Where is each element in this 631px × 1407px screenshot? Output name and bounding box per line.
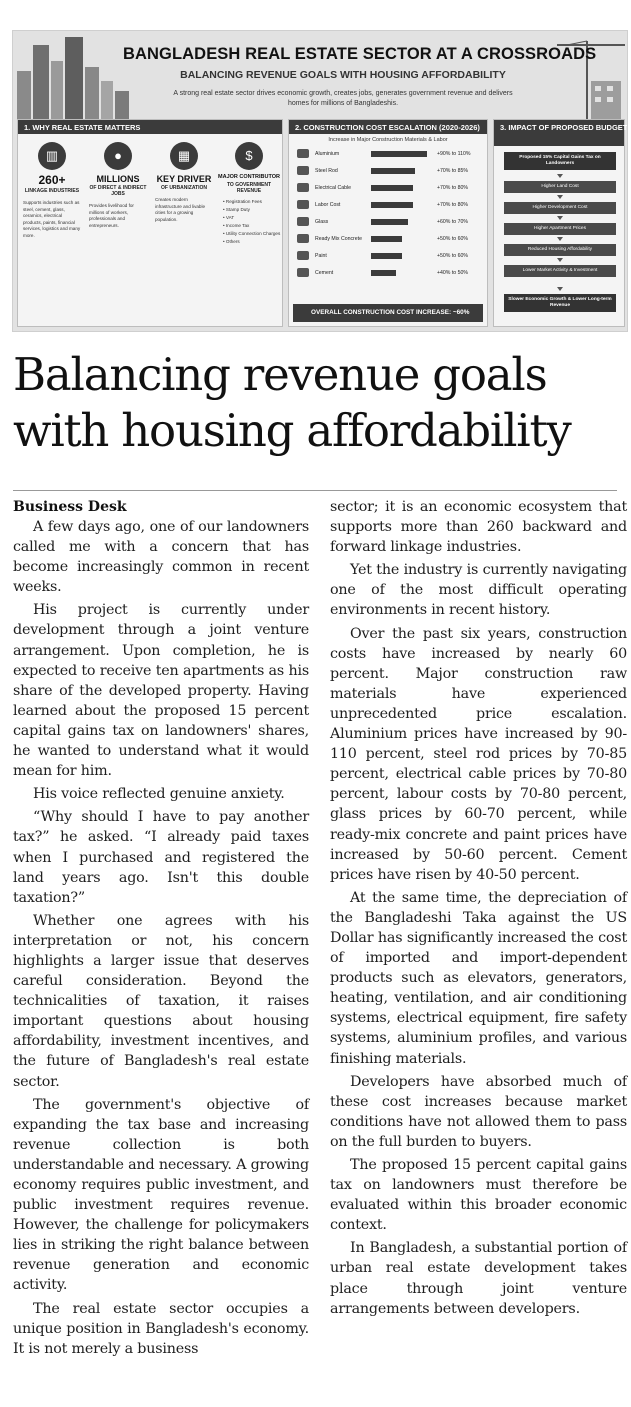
cost-row bbox=[289, 231, 487, 248]
overall-cost-footer: OVERALL CONSTRUCTION COST INCREASE: ~60% bbox=[293, 304, 483, 322]
material-name: Cement bbox=[315, 270, 334, 276]
linkage-column bbox=[20, 138, 84, 239]
revenue-item: • VAT bbox=[223, 214, 281, 222]
cost-bar bbox=[371, 151, 427, 157]
paragraph: Over the past six years, construction costs have increased by nearly 60 percent. Major construction raw materials have experienced unprecedented price escalation. Aluminium prices have increased by 90-110 percent, steel rod prices by 70-85 percent, electrical cable prices by 70-80 percent, labour costs by 70-80 percent, glass prices by 60-70 percent, while ready-mix concrete and paint prices have increased by 50-60 percent. Cement prices have risen by 40-50 percent. bbox=[330, 625, 627, 883]
skyline-illustration bbox=[13, 31, 133, 121]
paragraph: The proposed 15 percent capital gains tax on landowners must therefore be evaluated within this broader economic context. bbox=[330, 1157, 627, 1234]
impact-step: Higher Apartment Prices bbox=[504, 223, 616, 235]
cost-range: +90% to 110% bbox=[437, 151, 471, 157]
paragraph: The real estate sector occupies a unique position in Bangladesh's economy. It is not merely a business bbox=[13, 1300, 309, 1357]
infographic bbox=[12, 30, 628, 332]
jobs-text: Provides livelihood for millions of workers, professionals and entrepreneurs. bbox=[89, 203, 134, 228]
down-arrow-icon bbox=[557, 174, 563, 178]
panel-heading: 3. IMPACT OF PROPOSED BUDGET bbox=[494, 120, 624, 146]
article-column-1 bbox=[13, 497, 309, 1362]
revenue-column bbox=[217, 138, 281, 246]
linkage-text: Supports industries such as steel, cement, glass, ceramics, electrical products, paints, financial services, logistics and many more. bbox=[23, 200, 81, 238]
cost-row bbox=[289, 180, 487, 197]
material-icon bbox=[297, 234, 309, 243]
cost-range: +70% to 80% bbox=[437, 185, 469, 191]
revenue-item: • Stamp Duty bbox=[223, 206, 281, 214]
panel-why-real-estate bbox=[17, 119, 283, 327]
cost-range: +60% to 70% bbox=[437, 219, 469, 225]
material-name: Electrical Cable bbox=[315, 185, 352, 191]
urbanization-label: OF URBANIZATION bbox=[160, 185, 207, 191]
revenue-value: MAJOR CONTRIBUTOR bbox=[218, 174, 280, 180]
jobs-value: MILLIONS bbox=[96, 174, 140, 184]
revenue-item: • Utility Connection Charges bbox=[223, 230, 281, 238]
revenue-item: • Income Tax bbox=[223, 222, 281, 230]
cost-range: +70% to 80% bbox=[437, 202, 469, 208]
cost-bar bbox=[371, 270, 396, 276]
paragraph: The government's objective of expanding the tax base and increasing revenue collection is both understandable and necessary. A growing economy requires public investment, and public investment requires revenue. However, the challenge for policymakers lies in striking the right balance between revenue generation and economic activity. bbox=[13, 1096, 309, 1294]
cost-range: +50% to 60% bbox=[437, 253, 469, 259]
impact-step: Reduced Housing Affordability bbox=[504, 244, 616, 256]
paragraph: Developers have absorbed much of these cost increases because market conditions have not allowed them to pass on the full burden to buyers. bbox=[330, 1073, 627, 1150]
down-arrow-icon bbox=[557, 216, 563, 220]
paragraph: “Why should I have to pay another tax?” he asked. “I already paid taxes when I purchased and registered the land years ago. Isn't this double taxation?” bbox=[13, 809, 309, 906]
article-column-2 bbox=[330, 497, 627, 1322]
down-arrow-icon bbox=[557, 195, 563, 199]
cost-range: +70% to 85% bbox=[437, 168, 469, 174]
down-arrow-icon bbox=[557, 237, 563, 241]
down-arrow-icon bbox=[557, 258, 563, 262]
cost-bar bbox=[371, 202, 413, 208]
material-name: Paint bbox=[315, 253, 327, 259]
jobs-label: OF DIRECT & INDIRECT JOBS bbox=[89, 185, 147, 197]
material-icon bbox=[297, 217, 309, 226]
factory-icon: ▥ bbox=[38, 142, 66, 170]
paragraph: His project is currently under development through a joint venture arrangement. Upon completion, he is expected to receive ten apartments as his share of the developed property. Having learned about the proposed 15 percent capital gains tax on landowners' shares, he wanted to understand what it would mean for him. bbox=[13, 602, 309, 780]
paragraph: His voice reflected genuine anxiety. bbox=[33, 786, 285, 803]
paragraph: In Bangladesh, a substantial portion of urban real estate development takes place through joint venture arrangements between developers. bbox=[330, 1240, 627, 1317]
cost-row bbox=[289, 265, 487, 282]
panel-heading: 1. WHY REAL ESTATE MATTERS bbox=[18, 120, 282, 134]
material-name: Glass bbox=[315, 219, 329, 225]
revenue-item: • Registration Fees bbox=[223, 198, 281, 206]
material-icon bbox=[297, 183, 309, 192]
cost-bar bbox=[371, 168, 415, 174]
impact-step: Higher Land Cost bbox=[504, 181, 616, 193]
divider bbox=[13, 490, 617, 491]
material-icon bbox=[297, 166, 309, 175]
money-icon: $ bbox=[235, 142, 263, 170]
revenue-label: TO GOVERNMENT REVENUE bbox=[226, 182, 272, 194]
revenue-item: • Others bbox=[223, 238, 281, 246]
infographic-subtitle: BALANCING REVENUE GOALS WITH HOUSING AFFORDABILITY bbox=[180, 69, 506, 81]
cost-row bbox=[289, 248, 487, 265]
people-icon: ● bbox=[104, 142, 132, 170]
urbanization-text: Creates modern infrastructure and livable cities for a growing population. bbox=[155, 197, 206, 222]
material-icon bbox=[297, 251, 309, 260]
impact-step: Lower Market Activity & Investment bbox=[504, 265, 616, 277]
cost-row bbox=[289, 197, 487, 214]
panel-cost-escalation bbox=[288, 119, 488, 327]
panel-budget-impact bbox=[493, 119, 628, 327]
paragraph: Yet the industry is currently navigating one of the most difficult operating environments in recent history. bbox=[330, 562, 627, 619]
cost-range: +40% to 50% bbox=[437, 270, 469, 276]
building-icon: ▦ bbox=[170, 142, 198, 170]
infographic-title: BANGLADESH REAL ESTATE SECTOR AT A CROSSROADS bbox=[123, 45, 597, 63]
panel-subheading: Increase in Major Construction Materials & Labor bbox=[328, 137, 448, 143]
paragraph: Whether one agrees with his interpretation or not, his concern highlights a larger issue that deserves careful consideration. Beyond the technicalities of taxation, it raises important questions about housing affordability, investment incentives, and the future of Bangladesh's real estate sector. bbox=[13, 912, 309, 1090]
paragraph: A few days ago, one of our landowners called me with a concern that has become increasingly common in recent weeks. bbox=[13, 519, 309, 596]
linkage-label: LINKAGE INDUSTRIES bbox=[24, 188, 80, 194]
paragraph: sector; it is an economic ecosystem that supports more than 260 backward and forward linkage industries. bbox=[330, 499, 627, 556]
infographic-description: A strong real estate sector drives economic growth, creates jobs, generates government revenue and delivers homes for millions of Bangladeshis. bbox=[173, 90, 513, 107]
cost-bar bbox=[371, 185, 413, 191]
cost-row bbox=[289, 214, 487, 231]
cost-range: +50% to 60% bbox=[437, 236, 469, 242]
impact-step: Slower Economic Growth & Lower Long-term Revenue bbox=[504, 294, 616, 312]
cost-rows bbox=[289, 146, 487, 282]
jobs-column bbox=[86, 138, 150, 229]
material-name: Aluminium bbox=[315, 151, 340, 157]
headline: Balancing revenue goals with housing affordability bbox=[13, 348, 571, 457]
material-name: Labor Cost bbox=[315, 202, 341, 208]
byline: Business Desk bbox=[13, 499, 127, 515]
material-name: Ready Mix Concrete bbox=[315, 236, 362, 242]
paragraph: At the same time, the depreciation of the Bangladeshi Taka against the US Dollar has significantly increased the cost of imported and import-dependent products such as elevators, generators, heating, ventilation, and air conditioning systems, electrical equipment, fire safety systems, aluminium profiles, and various finishing materials. bbox=[330, 889, 627, 1067]
material-name: Steel Rod bbox=[315, 168, 338, 174]
impact-step: Higher Development Cost bbox=[504, 202, 616, 214]
down-arrow-icon bbox=[557, 287, 563, 291]
linkage-value: 260+ bbox=[38, 173, 66, 187]
revenue-list bbox=[217, 198, 281, 246]
cost-bar bbox=[371, 253, 402, 259]
material-icon bbox=[297, 268, 309, 277]
cost-bar bbox=[371, 236, 402, 242]
cost-bar bbox=[371, 219, 408, 225]
cost-row bbox=[289, 146, 487, 163]
cost-row bbox=[289, 163, 487, 180]
urbanization-value: KEY DRIVER bbox=[156, 174, 212, 184]
impact-step: Proposed 15% Capital Gains Tax on Landowners bbox=[504, 152, 616, 170]
urbanization-column bbox=[152, 138, 216, 223]
material-icon bbox=[297, 200, 309, 209]
material-icon bbox=[297, 149, 309, 158]
panel-heading: 2. CONSTRUCTION COST ESCALATION (2020-2026) bbox=[289, 120, 487, 134]
